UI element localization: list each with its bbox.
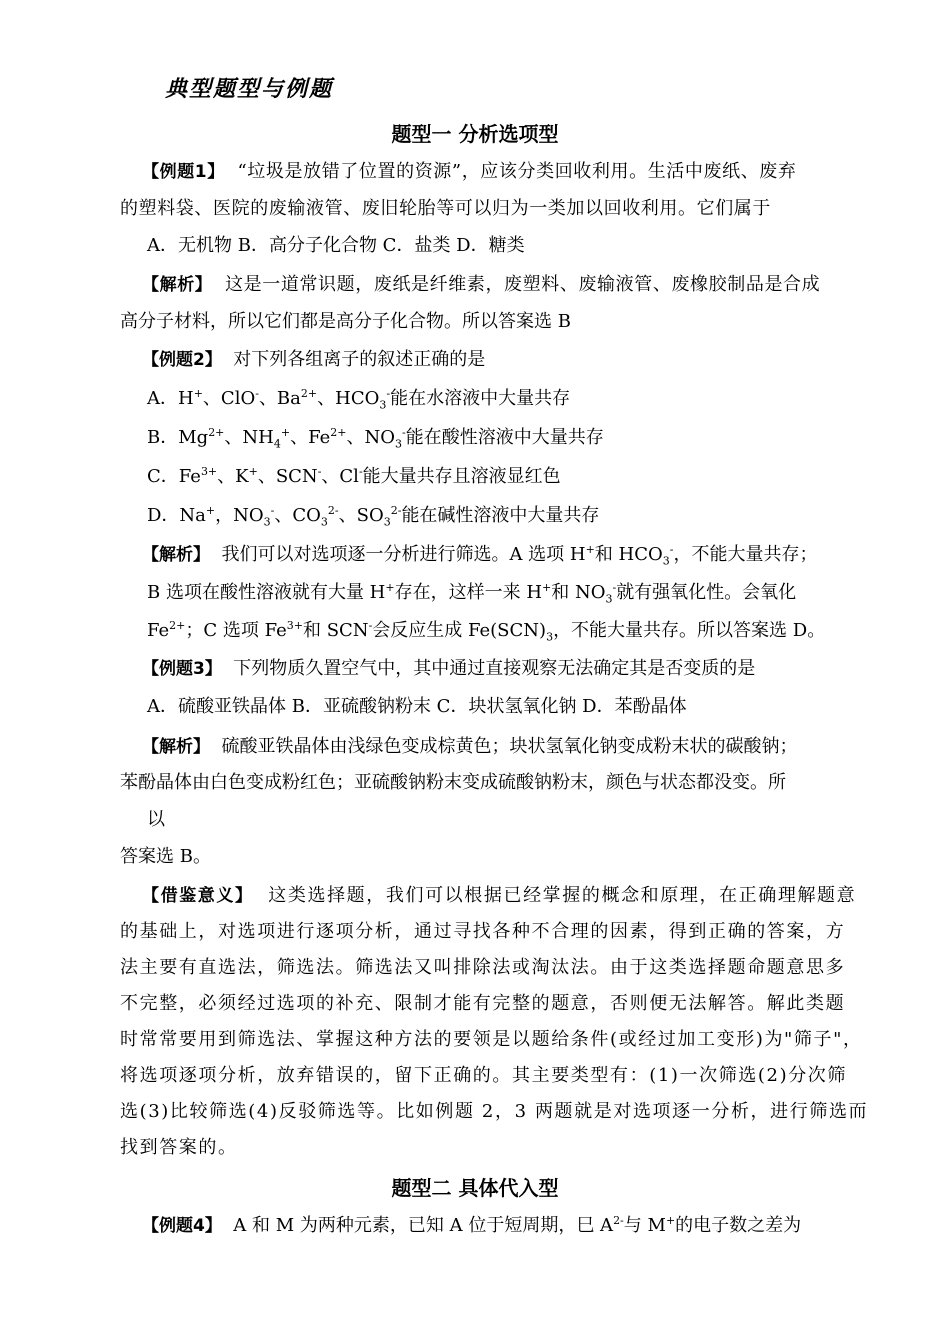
reference-line-4: 不完整，必须经过选项的补充、限制才能有完整的题意，否则便无法解答。解此类题 xyxy=(120,993,846,1014)
reference-line-5: 时常常要用到筛选法、掌握这种方法的要领是以题给条件(或经过加工变形)为"筛子"， xyxy=(120,1029,863,1050)
example-3-tag: 【例题3】 xyxy=(142,659,222,679)
example-2-tag: 【例题2】 xyxy=(142,350,222,370)
section-title-2: 题型二 具体代入型 xyxy=(391,1176,559,1200)
section-title-1: 题型一 分析选项型 xyxy=(391,122,559,146)
example-3-text: 下列物质久置空气中，其中通过直接观察无法确定其是否变质的是 xyxy=(233,658,756,679)
example-3-stem xyxy=(142,657,840,681)
example-1-line-2: 的塑料袋、医院的废输液管、废旧轮胎等可以归为一类加以回收利用。它们属于 xyxy=(120,198,771,219)
example-4-line-1: 【例题4】 A 和 M 为两种元素，已知 A 位于短周期，巳 $A^{2-}$与 M+的电子数之差为 xyxy=(142,1214,802,1236)
example-3-options: A．硫酸亚铁晶体 B．亚硫酸钠粉末 C．块状氢氧化钠 D．苯酚晶体 xyxy=(147,696,687,717)
analysis-3-line-1: 【解析】 硫酸亚铁晶体由浅绿色变成棕黄色；块状氢氧化钠变成粉末状的碳酸钠； xyxy=(142,736,798,757)
example-2-option-d: D．Na+，$NO_3^-$、$CO_3^{2-}$、$SO_3^{2-}$能在碱性溶液中大量共存 xyxy=(147,504,600,529)
analysis-1-tag: 【解析】 xyxy=(142,275,213,295)
analysis-1-line-1 xyxy=(142,273,840,297)
example-2-option-b: B．$Mg^{2+}$、$NH_4^+$、$Fe^{2+}$、$NO_3^-$能在酸性溶液中大量共存 xyxy=(147,426,604,451)
analysis-2-line-2: B 选项在酸性溶液就有大量 H+存在，这样一来 H+和 $NO_3^-$就有强氧化性。会氧化 xyxy=(147,581,797,606)
example-2-stem xyxy=(142,348,840,372)
example-4-tag: 【例题4】 xyxy=(142,1216,222,1236)
analysis-2-tag: 【解析】 xyxy=(142,545,210,565)
example-1-tag: 【例题1】 xyxy=(142,162,225,182)
analysis-3-line-2: 苯酚晶体由白色变成粉红色；亚硫酸钠粉末变成硫酸钠粉末，颜色与状态都没变。所 xyxy=(120,772,786,793)
reference-line-3: 法主要有直选法，筛选法。筛选法又叫排除法或淘汰法。由于这类选择题命题意思多 xyxy=(120,957,846,978)
reference-line-2: 的基础上，对选项进行逐项分析，通过寻找各种不合理的因素，得到正确的答案，方 xyxy=(120,921,846,942)
reference-line-6: 将选项逐项分析，放弃错误的，留下正确的。其主要类型有：(1)一次筛选(2)分次筛 xyxy=(120,1065,847,1086)
analysis-3-line-3: 以 xyxy=(147,809,165,830)
example-2-option-c: C．$Fe^{3+}$、K+、SCN-、Cl-能大量共存且溶液显红色 xyxy=(147,465,561,487)
example-1-text-1: “垃圾是放错了位置的资源”，应该分类回收利用。生活中废纸、废弃 xyxy=(237,161,797,182)
example-1-line-1 xyxy=(142,160,840,184)
example-2-text: 对下列各组离子的叙述正确的是 xyxy=(233,349,486,370)
analysis-3-line-4: 答案选 B。 xyxy=(120,846,211,867)
reference-line-8: 找到答案的。 xyxy=(120,1137,238,1158)
analysis-2-line-3: $Fe^{2+}$；C 选项 $Fe^{3+}$和 SCN-会反应生成 $Fe(SCN)_3$，不能大量共存。所以答案选 D。 xyxy=(147,619,826,644)
document-heading: 典型题型与例题 xyxy=(165,77,334,102)
analysis-1-text-1: 这是一道常识题，废纸是纤维素，废塑料、废输液管、废橡胶制品是合成 xyxy=(225,274,821,295)
reference-line-1: 【借鉴意义】 这类选择题，我们可以根据已经掌握的概念和原理，在正确理解题意 xyxy=(142,885,857,906)
example-1-options: A．无机物 B．高分子化合物 C．盐类 D．糖类 xyxy=(147,235,525,256)
example-2-option-a: A．H+、ClO-、$Ba^{2+}$、$HCO_3^-$能在水溶液中大量共存 xyxy=(147,387,571,412)
reference-tag: 【借鉴意义】 xyxy=(142,886,254,906)
analysis-1-line-2: 高分子材料，所以它们都是高分子化合物。所以答案选 B xyxy=(120,311,571,332)
analysis-3-tag: 【解析】 xyxy=(142,737,210,757)
analysis-2-line-1: 【解析】 我们可以对选项逐一分析进行筛选。A 选项 H+和 $HCO_3^-$，不能大量共存； xyxy=(142,543,818,568)
reference-line-7: 选(3)比较筛选(4)反驳筛选等。比如例题 2，3 两题就是对选项逐一分析，进行筛选而 xyxy=(120,1101,869,1122)
